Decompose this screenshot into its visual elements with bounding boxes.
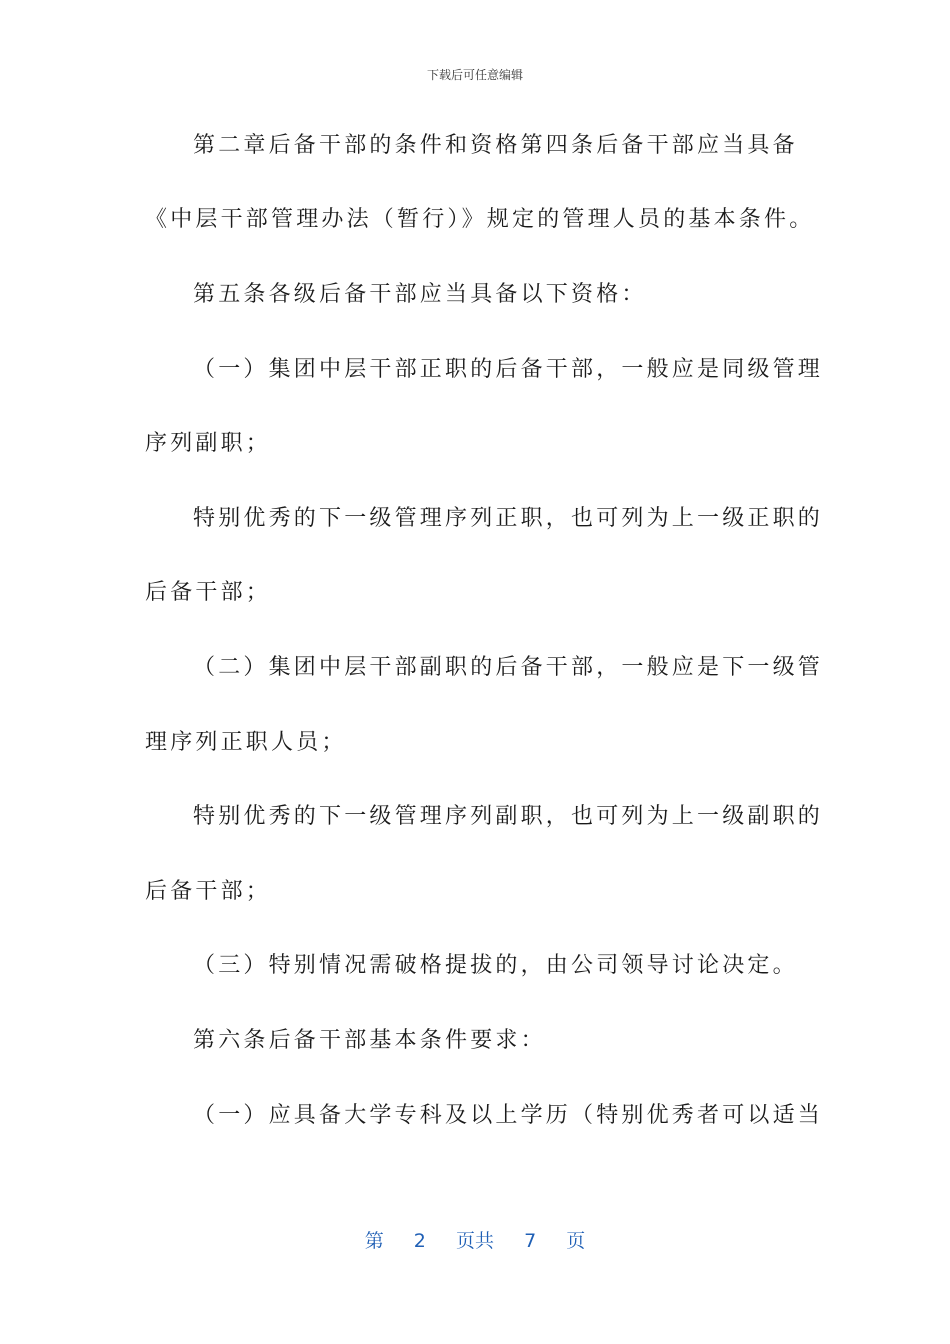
footer-page-prefix: 第 xyxy=(364,1230,384,1252)
footer-page-total: 7 xyxy=(524,1230,537,1252)
body-line-11: 后备干部； xyxy=(145,879,272,904)
header-note: 下载后可任意编辑 xyxy=(426,68,523,82)
footer-page-mid: 页共 xyxy=(455,1230,494,1252)
body-line-7: 后备干部； xyxy=(145,580,272,605)
body-line-9: 理序列正职人员； xyxy=(145,730,347,755)
page-footer xyxy=(0,1226,950,1253)
body-line-5: 序列副职； xyxy=(145,431,272,456)
body-line-8: （二）集团中层干部副职的后备干部，一般应是下一级管 xyxy=(193,655,824,680)
footer-page-number: 2 xyxy=(413,1230,426,1252)
body-line-4: （一）集团中层干部正职的后备干部，一般应是同级管理 xyxy=(193,357,824,382)
body-line-13: 第六条后备干部基本条件要求： xyxy=(193,1028,546,1053)
body-line-14: （一）应具备大学专科及以上学历（特别优秀者可以适当 xyxy=(193,1103,824,1128)
body-line-1: 第二章后备干部的条件和资格第四条后备干部应当具备 xyxy=(193,133,798,158)
body-line-6: 特别优秀的下一级管理序列正职，也可列为上一级正职的 xyxy=(193,506,824,531)
body-line-10: 特别优秀的下一级管理序列副职，也可列为上一级副职的 xyxy=(193,804,824,829)
body-line-12: （三）特别情况需破格提拔的，由公司领导讨论决定。 xyxy=(193,953,798,978)
body-line-3: 第五条各级后备干部应当具备以下资格： xyxy=(193,282,647,307)
body-line-2: 《中层干部管理办法（暂行）》规定的管理人员的基本条件。 xyxy=(145,207,815,232)
footer-page-suffix: 页 xyxy=(566,1230,586,1252)
